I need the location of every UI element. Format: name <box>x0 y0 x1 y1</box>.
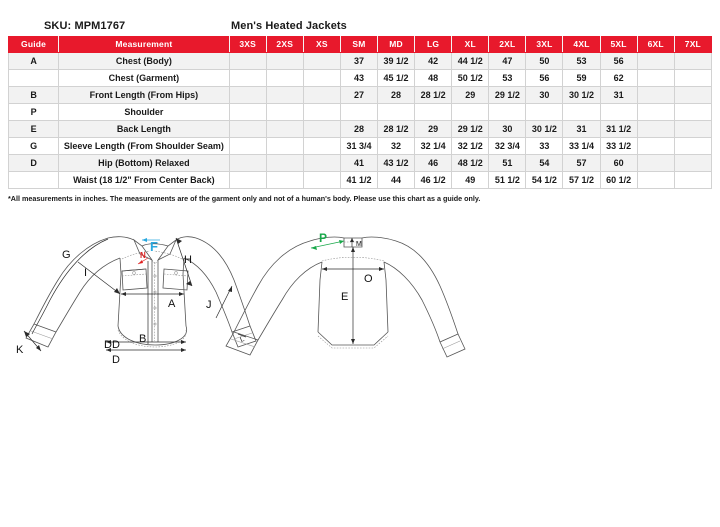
cell-size-2xs <box>266 104 303 121</box>
column-header-md: MD <box>378 37 415 53</box>
column-header-6xl: 6XL <box>637 37 674 53</box>
column-header-4xl: 4XL <box>563 37 600 53</box>
cell-size-xs <box>303 172 340 189</box>
table-row <box>9 155 712 172</box>
front-label-DD: DD <box>104 339 120 351</box>
cell-size-xs <box>303 121 340 138</box>
cell-guide <box>9 172 59 189</box>
garment-diagram-svg <box>0 214 720 374</box>
back-label-P: P <box>319 231 328 245</box>
cell-size-7xl <box>674 138 711 155</box>
table-body <box>9 53 712 189</box>
cell-size-sm: 41 1/2 <box>340 172 377 189</box>
cell-size-md: 45 1/2 <box>378 70 415 87</box>
cell-size-sm: 28 <box>340 121 377 138</box>
front-label-G: G <box>62 249 71 261</box>
cell-size-7xl <box>674 172 711 189</box>
cell-size-3xl: 30 <box>526 87 563 104</box>
cell-guide: P <box>9 104 59 121</box>
cell-size-lg: 28 1/2 <box>415 87 452 104</box>
cell-size-2xs <box>266 121 303 138</box>
cell-measurement: Front Length (From Hips) <box>59 87 229 104</box>
table-row <box>9 138 712 155</box>
cell-size-5xl: 56 <box>600 53 637 70</box>
cell-size-xs <box>303 87 340 104</box>
cell-size-2xl: 53 <box>489 70 526 87</box>
table-row <box>9 70 712 87</box>
cell-size-2xl: 51 1/2 <box>489 172 526 189</box>
cell-size-7xl <box>674 70 711 87</box>
front-label-B: B <box>139 333 147 345</box>
cell-size-7xl <box>674 121 711 138</box>
cell-size-xl: 44 1/2 <box>452 53 489 70</box>
cell-size-2xs <box>266 138 303 155</box>
front-label-I: I <box>84 267 88 279</box>
cell-size-md: 43 1/2 <box>378 155 415 172</box>
cell-guide: B <box>9 87 59 104</box>
cell-size-3xl: 54 <box>526 155 563 172</box>
cell-size-3xs <box>229 87 266 104</box>
cell-size-3xs <box>229 104 266 121</box>
cell-size-xs <box>303 70 340 87</box>
front-label-D: D <box>112 354 120 366</box>
table-row <box>9 53 712 70</box>
cell-size-3xl: 30 1/2 <box>526 121 563 138</box>
cell-size-6xl <box>637 87 674 104</box>
cell-size-2xs <box>266 155 303 172</box>
cell-size-2xs <box>266 70 303 87</box>
back-label-O: O <box>364 273 373 285</box>
table-row <box>9 104 712 121</box>
cell-size-2xs <box>266 53 303 70</box>
cell-size-sm: 37 <box>340 53 377 70</box>
cell-size-lg: 42 <box>415 53 452 70</box>
cell-size-xs <box>303 53 340 70</box>
cell-size-7xl <box>674 53 711 70</box>
cell-size-2xl: 29 1/2 <box>489 87 526 104</box>
sku-label: SKU: MPM1767 <box>44 20 126 32</box>
cell-size-2xl: 51 <box>489 155 526 172</box>
cell-size-5xl: 33 1/2 <box>600 138 637 155</box>
cell-size-sm: 31 3/4 <box>340 138 377 155</box>
chart-footnote: *All measurements in inches. The measurements are of the garment only and not of a human's body. Please use this chart as a guide only. <box>8 194 481 203</box>
cell-size-3xs <box>229 70 266 87</box>
cell-size-xl: 29 1/2 <box>452 121 489 138</box>
front-label-J: J <box>206 299 212 311</box>
cell-measurement: Back Length <box>59 121 229 138</box>
cell-size-xl: 50 1/2 <box>452 70 489 87</box>
front-label-K: K <box>16 344 24 356</box>
cell-size-7xl <box>674 155 711 172</box>
cell-size-xl: 32 1/2 <box>452 138 489 155</box>
cell-size-6xl <box>637 104 674 121</box>
column-header-3xl: 3XL <box>526 37 563 53</box>
cell-size-3xs <box>229 172 266 189</box>
cell-size-3xs <box>229 138 266 155</box>
back-label-M: M <box>356 241 362 248</box>
table-row <box>9 121 712 138</box>
cell-size-3xl: 33 <box>526 138 563 155</box>
cell-size-2xl: 30 <box>489 121 526 138</box>
cell-size-5xl <box>600 104 637 121</box>
cell-size-2xs <box>266 172 303 189</box>
cell-size-xs <box>303 138 340 155</box>
cell-size-3xl: 56 <box>526 70 563 87</box>
cell-size-md: 28 <box>378 87 415 104</box>
cell-guide: E <box>9 121 59 138</box>
cell-size-7xl <box>674 104 711 121</box>
cell-size-6xl <box>637 172 674 189</box>
cell-measurement: Chest (Body) <box>59 53 229 70</box>
cell-size-6xl <box>637 70 674 87</box>
column-header-xs: XS <box>303 37 340 53</box>
cell-size-sm <box>340 104 377 121</box>
cell-size-4xl: 31 <box>563 121 600 138</box>
cell-size-3xs <box>229 121 266 138</box>
cell-size-md: 28 1/2 <box>378 121 415 138</box>
cell-size-xs <box>303 104 340 121</box>
back-label-E: E <box>341 291 349 303</box>
cell-size-sm: 27 <box>340 87 377 104</box>
cell-size-sm: 43 <box>340 70 377 87</box>
cell-size-5xl: 31 1/2 <box>600 121 637 138</box>
cell-size-md <box>378 104 415 121</box>
cell-size-xs <box>303 155 340 172</box>
cell-size-xl <box>452 104 489 121</box>
cell-size-2xs <box>266 87 303 104</box>
column-header-guide: Guide <box>9 37 59 53</box>
cell-size-sm: 41 <box>340 155 377 172</box>
cell-size-md: 39 1/2 <box>378 53 415 70</box>
cell-measurement: Hip (Bottom) Relaxed <box>59 155 229 172</box>
product-name: Men's Heated Jackets <box>231 20 347 32</box>
front-label-F: F <box>150 239 158 254</box>
cell-size-2xl: 32 3/4 <box>489 138 526 155</box>
cell-size-4xl <box>563 104 600 121</box>
column-header-lg: LG <box>415 37 452 53</box>
front-label-N: N <box>140 251 146 260</box>
front-label-H: H <box>184 254 192 266</box>
cell-measurement: Shoulder <box>59 104 229 121</box>
garment-diagrams <box>0 214 720 374</box>
cell-measurement: Waist (18 1/2" From Center Back) <box>59 172 229 189</box>
front-label-A: A <box>168 298 176 310</box>
table-header-row <box>9 37 712 53</box>
column-header-xl: XL <box>452 37 489 53</box>
column-header-sm: SM <box>340 37 377 53</box>
cell-size-lg: 46 1/2 <box>415 172 452 189</box>
cell-size-md: 32 <box>378 138 415 155</box>
column-header-2xs: 2XS <box>266 37 303 53</box>
cell-measurement: Sleeve Length (From Shoulder Seam) <box>59 138 229 155</box>
column-header-2xl: 2XL <box>489 37 526 53</box>
cell-size-4xl: 57 1/2 <box>563 172 600 189</box>
column-header-3xs: 3XS <box>229 37 266 53</box>
table-row <box>9 172 712 189</box>
back-view-group <box>226 231 465 357</box>
front-label-L: L <box>239 335 246 344</box>
cell-size-5xl: 62 <box>600 70 637 87</box>
cell-size-xl: 49 <box>452 172 489 189</box>
cell-size-3xs <box>229 155 266 172</box>
size-chart-table-wrap <box>8 36 712 189</box>
cell-size-2xl <box>489 104 526 121</box>
cell-size-5xl: 60 1/2 <box>600 172 637 189</box>
cell-guide: A <box>9 53 59 70</box>
cell-size-4xl: 53 <box>563 53 600 70</box>
cell-size-2xl: 47 <box>489 53 526 70</box>
cell-size-6xl <box>637 121 674 138</box>
cell-guide <box>9 70 59 87</box>
cell-size-3xl <box>526 104 563 121</box>
cell-size-lg: 29 <box>415 121 452 138</box>
cell-size-5xl: 31 <box>600 87 637 104</box>
cell-size-7xl <box>674 87 711 104</box>
cell-size-lg: 48 <box>415 70 452 87</box>
size-chart-table <box>8 36 712 189</box>
cell-size-6xl <box>637 155 674 172</box>
column-header-5xl: 5XL <box>600 37 637 53</box>
cell-size-md: 44 <box>378 172 415 189</box>
cell-size-6xl <box>637 53 674 70</box>
cell-measurement: Chest (Garment) <box>59 70 229 87</box>
cell-size-3xl: 54 1/2 <box>526 172 563 189</box>
cell-size-xl: 29 <box>452 87 489 104</box>
cell-size-lg <box>415 104 452 121</box>
cell-size-4xl: 57 <box>563 155 600 172</box>
column-header-7xl: 7XL <box>674 37 711 53</box>
cell-size-6xl <box>637 138 674 155</box>
cell-guide: G <box>9 138 59 155</box>
cell-size-xl: 48 1/2 <box>452 155 489 172</box>
cell-size-lg: 32 1/4 <box>415 138 452 155</box>
cell-size-3xs <box>229 53 266 70</box>
table-row <box>9 87 712 104</box>
chart-title-row <box>0 20 720 36</box>
front-view-group <box>16 237 256 366</box>
cell-size-3xl: 50 <box>526 53 563 70</box>
column-header-measurement: Measurement <box>59 37 229 53</box>
cell-size-lg: 46 <box>415 155 452 172</box>
cell-size-4xl: 59 <box>563 70 600 87</box>
cell-size-5xl: 60 <box>600 155 637 172</box>
cell-size-4xl: 30 1/2 <box>563 87 600 104</box>
cell-size-4xl: 33 1/4 <box>563 138 600 155</box>
cell-guide: D <box>9 155 59 172</box>
